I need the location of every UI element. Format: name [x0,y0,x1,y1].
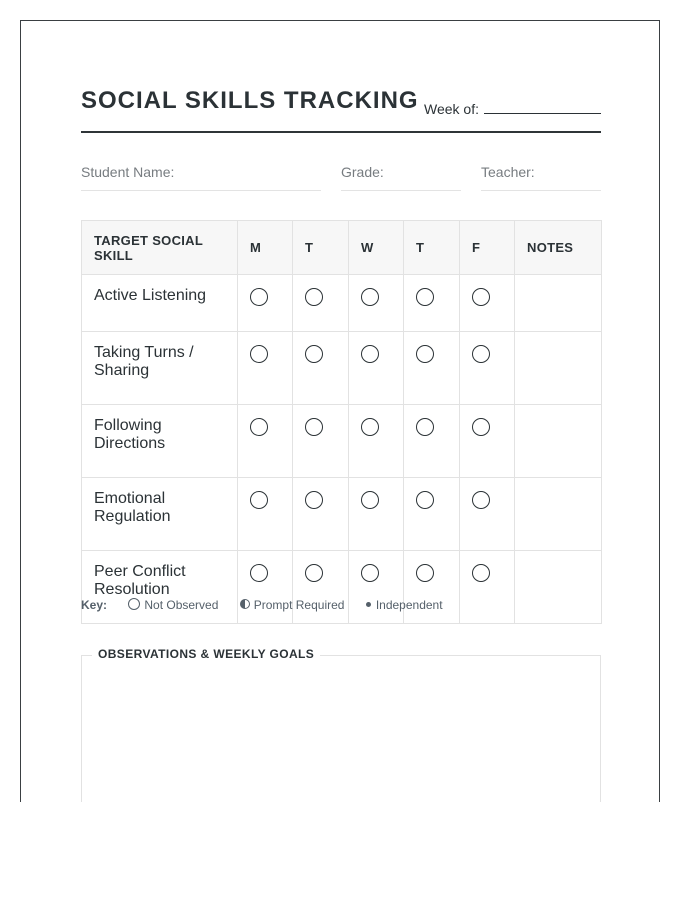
grade-label: Grade: [341,164,384,180]
key-item-prompt-required [240,598,345,612]
column-header-wednesday: W [349,221,404,275]
day-cell [404,478,460,551]
day-cell [349,332,404,405]
rating-circle[interactable] [472,418,490,436]
rating-circle[interactable] [305,491,323,509]
rating-circle[interactable] [250,345,268,363]
rating-circle[interactable] [472,564,490,582]
open-circle-icon [128,598,140,610]
skill-name: Active Listening [82,275,238,332]
column-header-friday: F [460,221,515,275]
day-cell [460,405,515,478]
rating-key [81,598,461,612]
notes-cell[interactable] [515,478,602,551]
rating-circle[interactable] [250,491,268,509]
rating-circle[interactable] [250,418,268,436]
rating-circle[interactable] [472,345,490,363]
rating-circle[interactable] [305,288,323,306]
rating-circle[interactable] [472,491,490,509]
table-header-row [82,221,602,275]
key-text-prompt-required: Prompt Required [253,598,345,612]
teacher-field[interactable] [481,164,601,191]
table-row [82,332,602,405]
rating-circle[interactable] [416,418,434,436]
teacher-label: Teacher: [481,164,535,180]
day-cell [293,405,349,478]
day-cell [349,405,404,478]
day-cell [238,332,293,405]
table-row [82,478,602,551]
day-cell [404,275,460,332]
rating-circle[interactable] [361,564,379,582]
rating-circle[interactable] [416,491,434,509]
rating-circle[interactable] [361,491,379,509]
student-name-label: Student Name: [81,164,175,180]
rating-circle[interactable] [305,564,323,582]
key-item-independent [366,598,443,612]
key-label: Key: [81,598,108,612]
day-cell [238,478,293,551]
day-cell [404,551,460,624]
day-cell [293,275,349,332]
rating-circle[interactable] [250,288,268,306]
week-of-blank-line[interactable] [484,101,601,114]
table-row [82,405,602,478]
table-row [82,275,602,332]
skill-name: Taking Turns / Sharing [82,332,238,405]
student-name-field[interactable] [81,164,321,191]
column-header-tuesday: T [293,221,349,275]
table-row [82,551,602,624]
rating-circle[interactable] [250,564,268,582]
week-of-field[interactable] [424,101,601,117]
day-cell [460,332,515,405]
rating-circle[interactable] [416,564,434,582]
day-cell [404,332,460,405]
day-cell [460,551,515,624]
rating-circle[interactable] [305,418,323,436]
day-cell [460,478,515,551]
week-of-label: Week of: [424,101,479,117]
day-cell [460,275,515,332]
half-filled-circle-icon [240,599,250,609]
day-cell [404,405,460,478]
column-header-monday: M [238,221,293,275]
day-cell [293,332,349,405]
day-cell [349,551,404,624]
notes-cell[interactable] [515,551,602,624]
observations-label: OBSERVATIONS & WEEKLY GOALS [92,647,320,661]
skill-name: Emotional Regulation [82,478,238,551]
column-header-skill: TARGET SOCIAL SKILL [82,221,238,275]
day-cell [293,551,349,624]
column-header-notes: NOTES [515,221,602,275]
column-header-thursday: T [404,221,460,275]
grade-field[interactable] [341,164,461,191]
rating-circle[interactable] [305,345,323,363]
key-text-independent: Independent [375,598,443,612]
key-text-not-observed: Not Observed [144,598,219,612]
rating-circle[interactable] [361,418,379,436]
filled-dot-icon [366,602,371,607]
day-cell [349,275,404,332]
skill-name: Following Directions [82,405,238,478]
key-item-not-observed [128,598,218,612]
notes-cell[interactable] [515,275,602,332]
worksheet-page [20,20,660,802]
rating-circle[interactable] [472,288,490,306]
page-title: SOCIAL SKILLS TRACKING [81,87,419,114]
day-cell [349,478,404,551]
rating-circle[interactable] [416,345,434,363]
rating-circle[interactable] [361,345,379,363]
rating-circle[interactable] [416,288,434,306]
skills-tracking-table [81,220,602,624]
skill-name: Peer Conflict Resolution [82,551,238,624]
day-cell [238,551,293,624]
rating-circle[interactable] [361,288,379,306]
notes-cell[interactable] [515,332,602,405]
day-cell [238,275,293,332]
worksheet-header [81,87,601,133]
day-cell [293,478,349,551]
notes-cell[interactable] [515,405,602,478]
day-cell [238,405,293,478]
observations-box[interactable] [81,647,601,802]
